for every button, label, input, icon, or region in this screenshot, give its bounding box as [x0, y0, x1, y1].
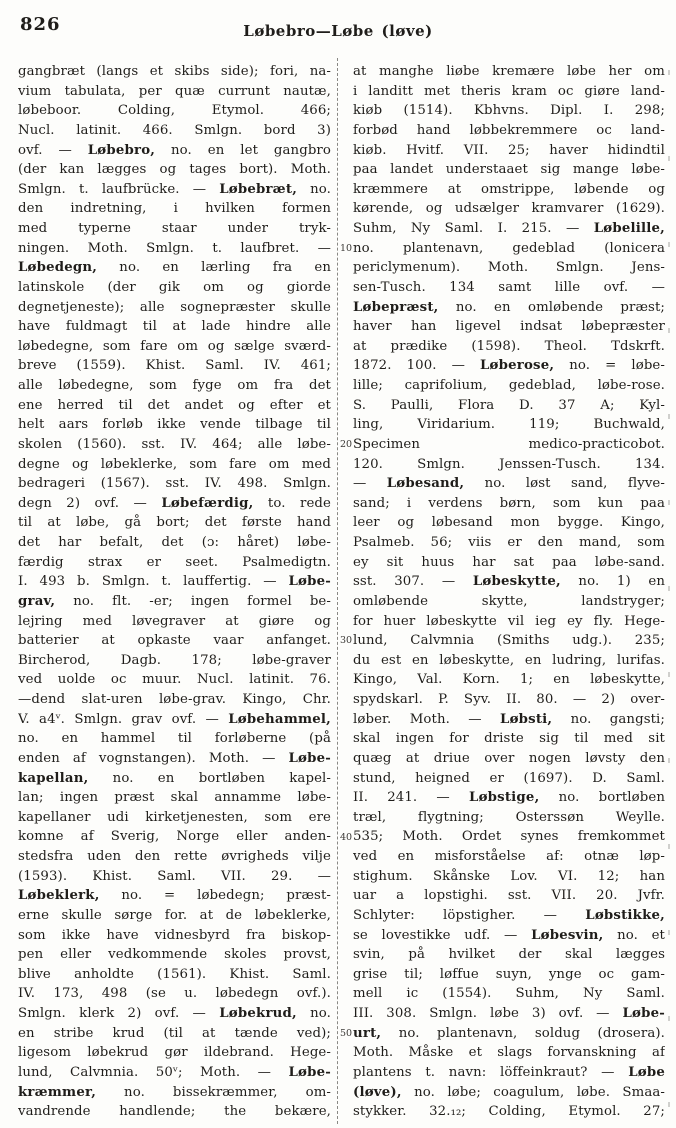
text-segment: løbedegne, som fare om og sælge sværd-	[18, 338, 331, 354]
text-line	[18, 631, 331, 651]
text-segment: stedsfra uden den rette øvrigheds vilje	[18, 849, 331, 864]
text-segment: omløbende skytte, landstryger;	[353, 593, 665, 609]
text-line	[18, 965, 331, 985]
text-segment: vandrende handlende; the bekære,	[18, 1104, 331, 1120]
text-line	[353, 1004, 665, 1024]
text-line	[353, 219, 665, 239]
text-line	[18, 984, 331, 1004]
text-segment: no. = løbedegn; præst-	[99, 888, 331, 904]
text-segment: 120. Smlgn. Jenssen-Tusch. 134.	[353, 456, 665, 472]
text-line	[353, 553, 665, 573]
text-line	[18, 572, 331, 592]
text-line	[18, 886, 331, 906]
text-line	[18, 592, 331, 612]
text-line	[353, 1043, 665, 1063]
text-segment: plantens t. navn: löffeinkraut? —	[353, 1064, 629, 1080]
text-line	[18, 1083, 331, 1103]
text-segment: svin, på hvilket der skal lægges	[353, 947, 665, 963]
text-line	[353, 592, 665, 612]
text-segment: no. løst sand, flyve-	[464, 476, 665, 492]
text-segment: sand; i verdens børn, som kun paa	[353, 495, 665, 511]
text-segment: spydskarl. P. Syv. II. 80. — 2) over-	[353, 692, 665, 707]
text-segment: Psalmeb. 56; viis er den mand, som	[353, 535, 665, 550]
text-segment: III. 308. Smlgn. løbe 3) ovf. —	[353, 1006, 623, 1021]
text-line	[18, 278, 331, 298]
text-segment: stund, heigned er (1697). D. Saml.	[353, 770, 665, 786]
text-segment: leer og løbesand mon bygge. Kingo,	[353, 515, 665, 531]
text-segment: løber. Moth. —	[353, 711, 501, 727]
text-segment: ling, Viridarium. 119; Buchwald,	[353, 417, 665, 433]
text-segment: at manghe liøbe kremære løbe her om	[353, 64, 665, 79]
text-line	[18, 101, 331, 121]
gutter-line-number: 30	[340, 635, 353, 647]
text-line	[18, 298, 331, 318]
text-segment: degnetjeneste); alle sognepræster skulle	[18, 299, 331, 315]
entry-headword: Løbeklerk,	[18, 888, 100, 904]
text-segment: ey sit huus har sat paa løbe-sand.	[353, 554, 665, 570]
entry-headword: Løbelille,	[593, 221, 665, 236]
text-line	[18, 945, 331, 965]
text-segment: løbeboor. Colding, Etymol. 466;	[18, 103, 331, 119]
entry-headword: Løbedegn,	[18, 260, 98, 276]
entry-headword: Løbstikke,	[585, 907, 665, 923]
text-segment: en stribe krud (til at tænde ved);	[18, 1025, 331, 1041]
text-segment: uar a lopstighi. sst. VII. 20. Jvfr.	[353, 888, 665, 904]
text-segment: S. Paulli, Flora D. 37 A; Kyl-	[353, 397, 665, 413]
entry-headword: Løbepræst,	[353, 299, 439, 315]
text-segment: lille; caprifolium, gedeblad, løbe-rose.	[353, 378, 665, 393]
text-line	[353, 337, 665, 357]
text-line	[353, 906, 665, 926]
text-line	[353, 415, 665, 435]
text-line	[353, 612, 665, 632]
text-segment: periclymenum). Moth. Smlgn. Jens-	[353, 260, 665, 276]
text-line	[18, 356, 331, 376]
text-segment: sst. 307. —	[353, 574, 473, 590]
text-line	[18, 1043, 331, 1063]
text-line	[353, 101, 665, 121]
text-segment: no. 1) en	[560, 574, 665, 590]
text-line	[18, 749, 331, 769]
gutter-line-number: 10	[340, 242, 353, 254]
text-line	[353, 141, 665, 161]
text-line	[18, 513, 331, 533]
page-number: 826	[20, 14, 61, 35]
text-segment: lejring med løvegraver at giøre og	[18, 613, 331, 629]
text-segment: ved uolde oc muur. Nucl. latinit. 76.	[18, 672, 331, 688]
text-segment: erne skulle sørge for. at de løbeklerke,	[18, 907, 331, 923]
text-line	[18, 670, 331, 690]
entry-headword: kræmmer,	[18, 1084, 97, 1100]
text-segment: ningen. Moth. Smlgn. t. laufbret. —	[18, 240, 331, 256]
text-segment: II. 241. —	[353, 790, 470, 806]
text-segment: ligesom løbekrud gør ildebrand. Hege-	[18, 1045, 331, 1061]
entry-headword: Løbebro,	[87, 142, 156, 158]
text-line	[353, 1024, 665, 1044]
text-line	[18, 160, 331, 180]
entry-headword: (løve),	[353, 1084, 402, 1100]
text-line	[18, 1004, 331, 1024]
entry-headword: kapellan,	[18, 770, 89, 786]
text-segment: no. bortløben	[539, 790, 665, 806]
text-line	[18, 1063, 331, 1083]
gutter-line-number: 20	[340, 438, 353, 450]
text-line	[353, 847, 665, 867]
text-line	[353, 670, 665, 690]
entry-headword: Løbe	[628, 1064, 665, 1080]
text-segment: ene herred til det andet og efter et	[18, 397, 331, 413]
text-segment: træl, flygtning; Osterssøn Weylle.	[353, 809, 665, 825]
entry-headword: Løbstige,	[469, 790, 540, 806]
text-line	[18, 612, 331, 632]
page-title: Løbebro—Løbe (løve)	[243, 22, 433, 40]
text-line	[18, 494, 331, 514]
text-line	[18, 906, 331, 926]
text-segment: have fuldmagt til at lade hindre alle	[18, 319, 331, 335]
text-segment: no. løbe; coagulum, løbe. Smaa-	[401, 1084, 665, 1100]
text-line	[353, 749, 665, 769]
text-segment: den indretning, i hvilken formen	[18, 201, 331, 217]
text-segment: sen-Tusch. 134 samt lille ovf. —	[353, 279, 665, 295]
text-line	[18, 219, 331, 239]
text-line	[353, 180, 665, 200]
text-segment: ovf. —	[18, 142, 88, 158]
text-line	[18, 808, 331, 828]
text-segment: kiøb. Hvitf. VII. 25; haver hidindtil	[353, 142, 665, 158]
page-header	[0, 10, 676, 50]
text-line	[353, 651, 665, 671]
text-line	[353, 631, 665, 651]
entry-headword: Løbesvin,	[531, 927, 604, 943]
entry-headword: Løbe-	[288, 750, 331, 766]
text-segment: batterier at opkaste vaar anfanget.	[18, 633, 331, 649]
text-segment: lund, Calvmnia (Smiths udg.). 235;	[353, 633, 665, 649]
text-segment: no. en hammel til forløberne (på	[18, 731, 331, 747]
text-segment: Suhm, Ny Saml. I. 215. —	[353, 221, 594, 236]
entry-headword: Løbeskytte,	[472, 574, 561, 590]
text-line	[18, 533, 331, 553]
text-line	[353, 494, 665, 514]
text-line	[18, 474, 331, 494]
text-segment: kørende, og udsælger kramvarer (1629).	[353, 201, 665, 217]
text-segment: lan; ingen præst skal annamme løbe-	[18, 790, 331, 806]
text-segment: ved en misforståelse af: otnæ løp-	[353, 849, 665, 864]
text-line	[353, 690, 665, 710]
text-line	[353, 356, 665, 376]
text-segment: alle løbedegne, som fyge om fra det	[18, 378, 331, 393]
text-line	[353, 533, 665, 553]
text-line	[353, 258, 665, 278]
text-line	[353, 827, 665, 847]
text-line	[18, 239, 331, 259]
text-line	[18, 553, 331, 573]
text-segment: breve (1559). Khist. Saml. IV. 461;	[18, 358, 331, 374]
text-segment: (der kan lægges og tages bort). Moth.	[18, 162, 331, 178]
text-segment: no. bissekræmmer, om-	[96, 1084, 331, 1100]
text-segment: latinskole (der gik om og giorde	[18, 279, 331, 295]
text-segment: kræmmere at omstrippe, løbende og	[353, 181, 665, 197]
text-line	[353, 984, 665, 1004]
text-line	[18, 435, 331, 455]
text-line	[353, 160, 665, 180]
text-segment: no. en bortløben kapel-	[88, 770, 331, 786]
text-line	[18, 1102, 331, 1122]
text-line	[18, 415, 331, 435]
text-segment: Smlgn. t. laufbrücke. —	[18, 181, 220, 197]
text-segment: kiøb (1514). Kbhvns. Dipl. I. 298;	[353, 103, 665, 119]
text-segment: grise til; løffue suyn, ynge oc gam-	[353, 966, 665, 982]
text-line	[353, 474, 665, 494]
text-segment: no. plantenavn, gedeblad (lonicera	[353, 240, 665, 256]
text-segment: skolen (1560). sst. IV. 464; alle løbe-	[18, 436, 331, 452]
column-divider-rule	[337, 58, 338, 1124]
text-line	[18, 788, 331, 808]
text-segment: i landitt met theris kram oc giøre land-	[353, 83, 665, 99]
text-line	[353, 965, 665, 985]
text-segment: V. a4ᵛ. Smlgn. grav ovf. —	[18, 711, 229, 727]
text-segment: Bircherod, Dagb. 178; løbe-graver	[18, 652, 331, 668]
text-segment: Specimen medico-practicobot.	[353, 436, 665, 452]
text-segment: no. en let gangbro	[155, 142, 331, 158]
text-line	[353, 710, 665, 730]
entry-headword: grav,	[18, 593, 56, 609]
text-segment: som ikke have vidnesbyrd fra biskop-	[18, 927, 331, 943]
text-line	[18, 180, 331, 200]
text-segment: vium tabulata, per quæ currunt nautæ,	[18, 83, 331, 99]
text-line	[353, 729, 665, 749]
text-segment: se lovestikke udf. —	[353, 927, 532, 943]
text-line	[353, 572, 665, 592]
text-segment: no. en omløbende præst;	[438, 299, 665, 315]
text-segment: paa landet understaaet sig mange løbe-	[353, 162, 665, 178]
text-line	[18, 258, 331, 278]
text-segment: for huer løbeskytte vil ieg ey fly. Hege-	[353, 613, 665, 629]
text-line	[353, 945, 665, 965]
text-line	[353, 513, 665, 533]
entry-headword: Løbe-	[288, 574, 331, 590]
text-line	[18, 710, 331, 730]
text-line	[353, 62, 665, 82]
text-line	[353, 239, 665, 259]
entry-headword: Løbefærdig,	[161, 495, 254, 511]
text-segment: Kingo, Val. Korn. 1; en løbeskytte,	[353, 672, 665, 688]
text-segment: blive anholdte (1561). Khist. Saml.	[18, 966, 331, 982]
text-line	[18, 376, 331, 396]
text-segment: helt aars forløb ikke vende tilbage til	[18, 417, 331, 433]
entry-headword: Løbesand,	[386, 476, 465, 492]
line-number-gutter	[340, 0, 354, 1128]
text-line	[18, 455, 331, 475]
text-segment: degne og løbeklerke, som fare om med	[18, 456, 331, 472]
text-segment: no. flt. -er; ingen formel be-	[55, 593, 331, 609]
text-line	[353, 867, 665, 887]
entry-headword: urt,	[353, 1025, 382, 1041]
text-line	[353, 376, 665, 396]
text-segment: no. gangsti;	[552, 711, 665, 727]
entry-headword: Løberose,	[480, 358, 555, 374]
text-segment: —	[353, 476, 387, 492]
text-segment: no. en lærling fra en	[97, 260, 331, 276]
text-line	[18, 827, 331, 847]
entry-headword: Løbekrud,	[219, 1006, 297, 1021]
text-line	[18, 867, 331, 887]
text-segment: no. = løbe-	[554, 358, 665, 374]
gutter-line-number: 40	[340, 831, 353, 843]
text-line	[18, 317, 331, 337]
text-line	[18, 396, 331, 416]
text-segment: no. plantenavn, soldug (drosera).	[381, 1025, 665, 1041]
text-segment: komne af Sverig, Norge eller anden-	[18, 829, 331, 845]
text-line	[18, 729, 331, 749]
text-line	[18, 82, 331, 102]
text-segment: no.	[297, 181, 331, 197]
text-segment: lund, Calvmnia. 50ᵛ; Moth. —	[18, 1064, 289, 1080]
text-segment: du est en løbeskytte, en ludring, lurifas.	[353, 652, 665, 668]
text-line	[18, 62, 331, 82]
text-segment: no. et	[603, 927, 665, 943]
text-line	[18, 651, 331, 671]
text-line	[353, 808, 665, 828]
text-line	[353, 788, 665, 808]
text-line	[353, 396, 665, 416]
text-line	[18, 121, 331, 141]
text-segment: Nucl. latinit. 466. Smlgn. bord 3)	[18, 122, 331, 138]
text-segment: no.	[296, 1006, 331, 1021]
text-segment: —dend slat-uren løbe-grav. Kingo, Chr.	[18, 692, 331, 707]
text-segment: stykker. 32.₁₂; Colding, Etymol. 27;	[353, 1104, 665, 1120]
text-segment: stighum. Skånske Lov. VI. 12; han	[353, 868, 665, 884]
text-segment: Moth. Måske et slags forvanskning af	[353, 1045, 665, 1061]
text-segment: bedrageri (1567). sst. IV. 498. Smlgn.	[18, 476, 331, 492]
text-line	[353, 199, 665, 219]
text-line	[353, 435, 665, 455]
text-line	[18, 199, 331, 219]
text-segment: 535; Moth. Ordet synes fremkommet	[353, 829, 665, 845]
text-line	[18, 337, 331, 357]
text-line	[18, 926, 331, 946]
text-segment: Schlyter: löpstigher. —	[353, 907, 586, 923]
text-segment: I. 493 b. Smlgn. t. lauffertig. —	[18, 574, 289, 590]
text-segment: skal ingen for driste sig til med sit	[353, 731, 665, 747]
text-line	[353, 317, 665, 337]
text-segment: kapellaner udi kirketjenesten, som ere	[18, 809, 331, 825]
text-segment: til at løbe, gå bort; det første hand	[18, 515, 331, 531]
text-segment: to. rede	[253, 495, 331, 511]
left-column	[18, 62, 331, 1124]
text-line	[353, 1063, 665, 1083]
text-line	[18, 1024, 331, 1044]
text-segment: med typerne staar under tryk-	[18, 221, 331, 236]
right-column	[353, 62, 665, 1124]
text-segment: degn 2) ovf. —	[18, 495, 162, 511]
entry-headword: Løbehammel,	[228, 711, 331, 727]
text-line	[353, 298, 665, 318]
text-line	[353, 886, 665, 906]
text-line	[353, 1083, 665, 1103]
text-segment: det har befalt, det (ɔ: håret) løbe-	[18, 535, 331, 550]
text-line	[353, 1102, 665, 1122]
text-segment: pen eller vedkommende skoles provst,	[18, 947, 331, 963]
entry-headword: Løbe-	[288, 1064, 331, 1080]
entry-headword: Løbebræt,	[219, 181, 298, 197]
text-segment: quæg at driue over nogen løvsty den	[353, 750, 665, 766]
text-segment: at prædike (1598). Theol. Tdskrft.	[353, 338, 665, 354]
page-edge-artifacts	[668, 70, 670, 1110]
text-segment: haver han ligevel indsat løbepræster	[353, 319, 665, 335]
text-segment: IV. 173, 498 (se u. løbedegn ovf.).	[18, 986, 331, 1002]
text-segment: mell ic (1554). Suhm, Ny Saml.	[353, 986, 665, 1002]
text-line	[18, 847, 331, 867]
entry-headword: Løbsti,	[500, 711, 553, 727]
text-line	[353, 82, 665, 102]
text-segment: færdig strax er seet. Psalmedigtn.	[18, 554, 331, 570]
text-line	[353, 926, 665, 946]
text-line	[18, 141, 331, 161]
text-segment: (1593). Khist. Saml. VII. 29. —	[18, 868, 331, 884]
text-line	[353, 121, 665, 141]
text-line	[353, 455, 665, 475]
text-segment: gangbræt (langs et skibs side); fori, na-	[18, 64, 331, 79]
text-line	[353, 278, 665, 298]
text-segment: Smlgn. klerk 2) ovf. —	[18, 1006, 220, 1021]
text-line	[18, 690, 331, 710]
text-segment: enden af vognstangen). Moth. —	[18, 750, 289, 766]
text-line	[353, 769, 665, 789]
text-segment: 1872. 100. —	[353, 358, 480, 374]
gutter-line-number: 50	[340, 1027, 353, 1039]
text-line	[18, 769, 331, 789]
text-segment: forbød hand løbbekremmere oc land-	[353, 122, 665, 138]
entry-headword: Løbe-	[622, 1006, 665, 1021]
